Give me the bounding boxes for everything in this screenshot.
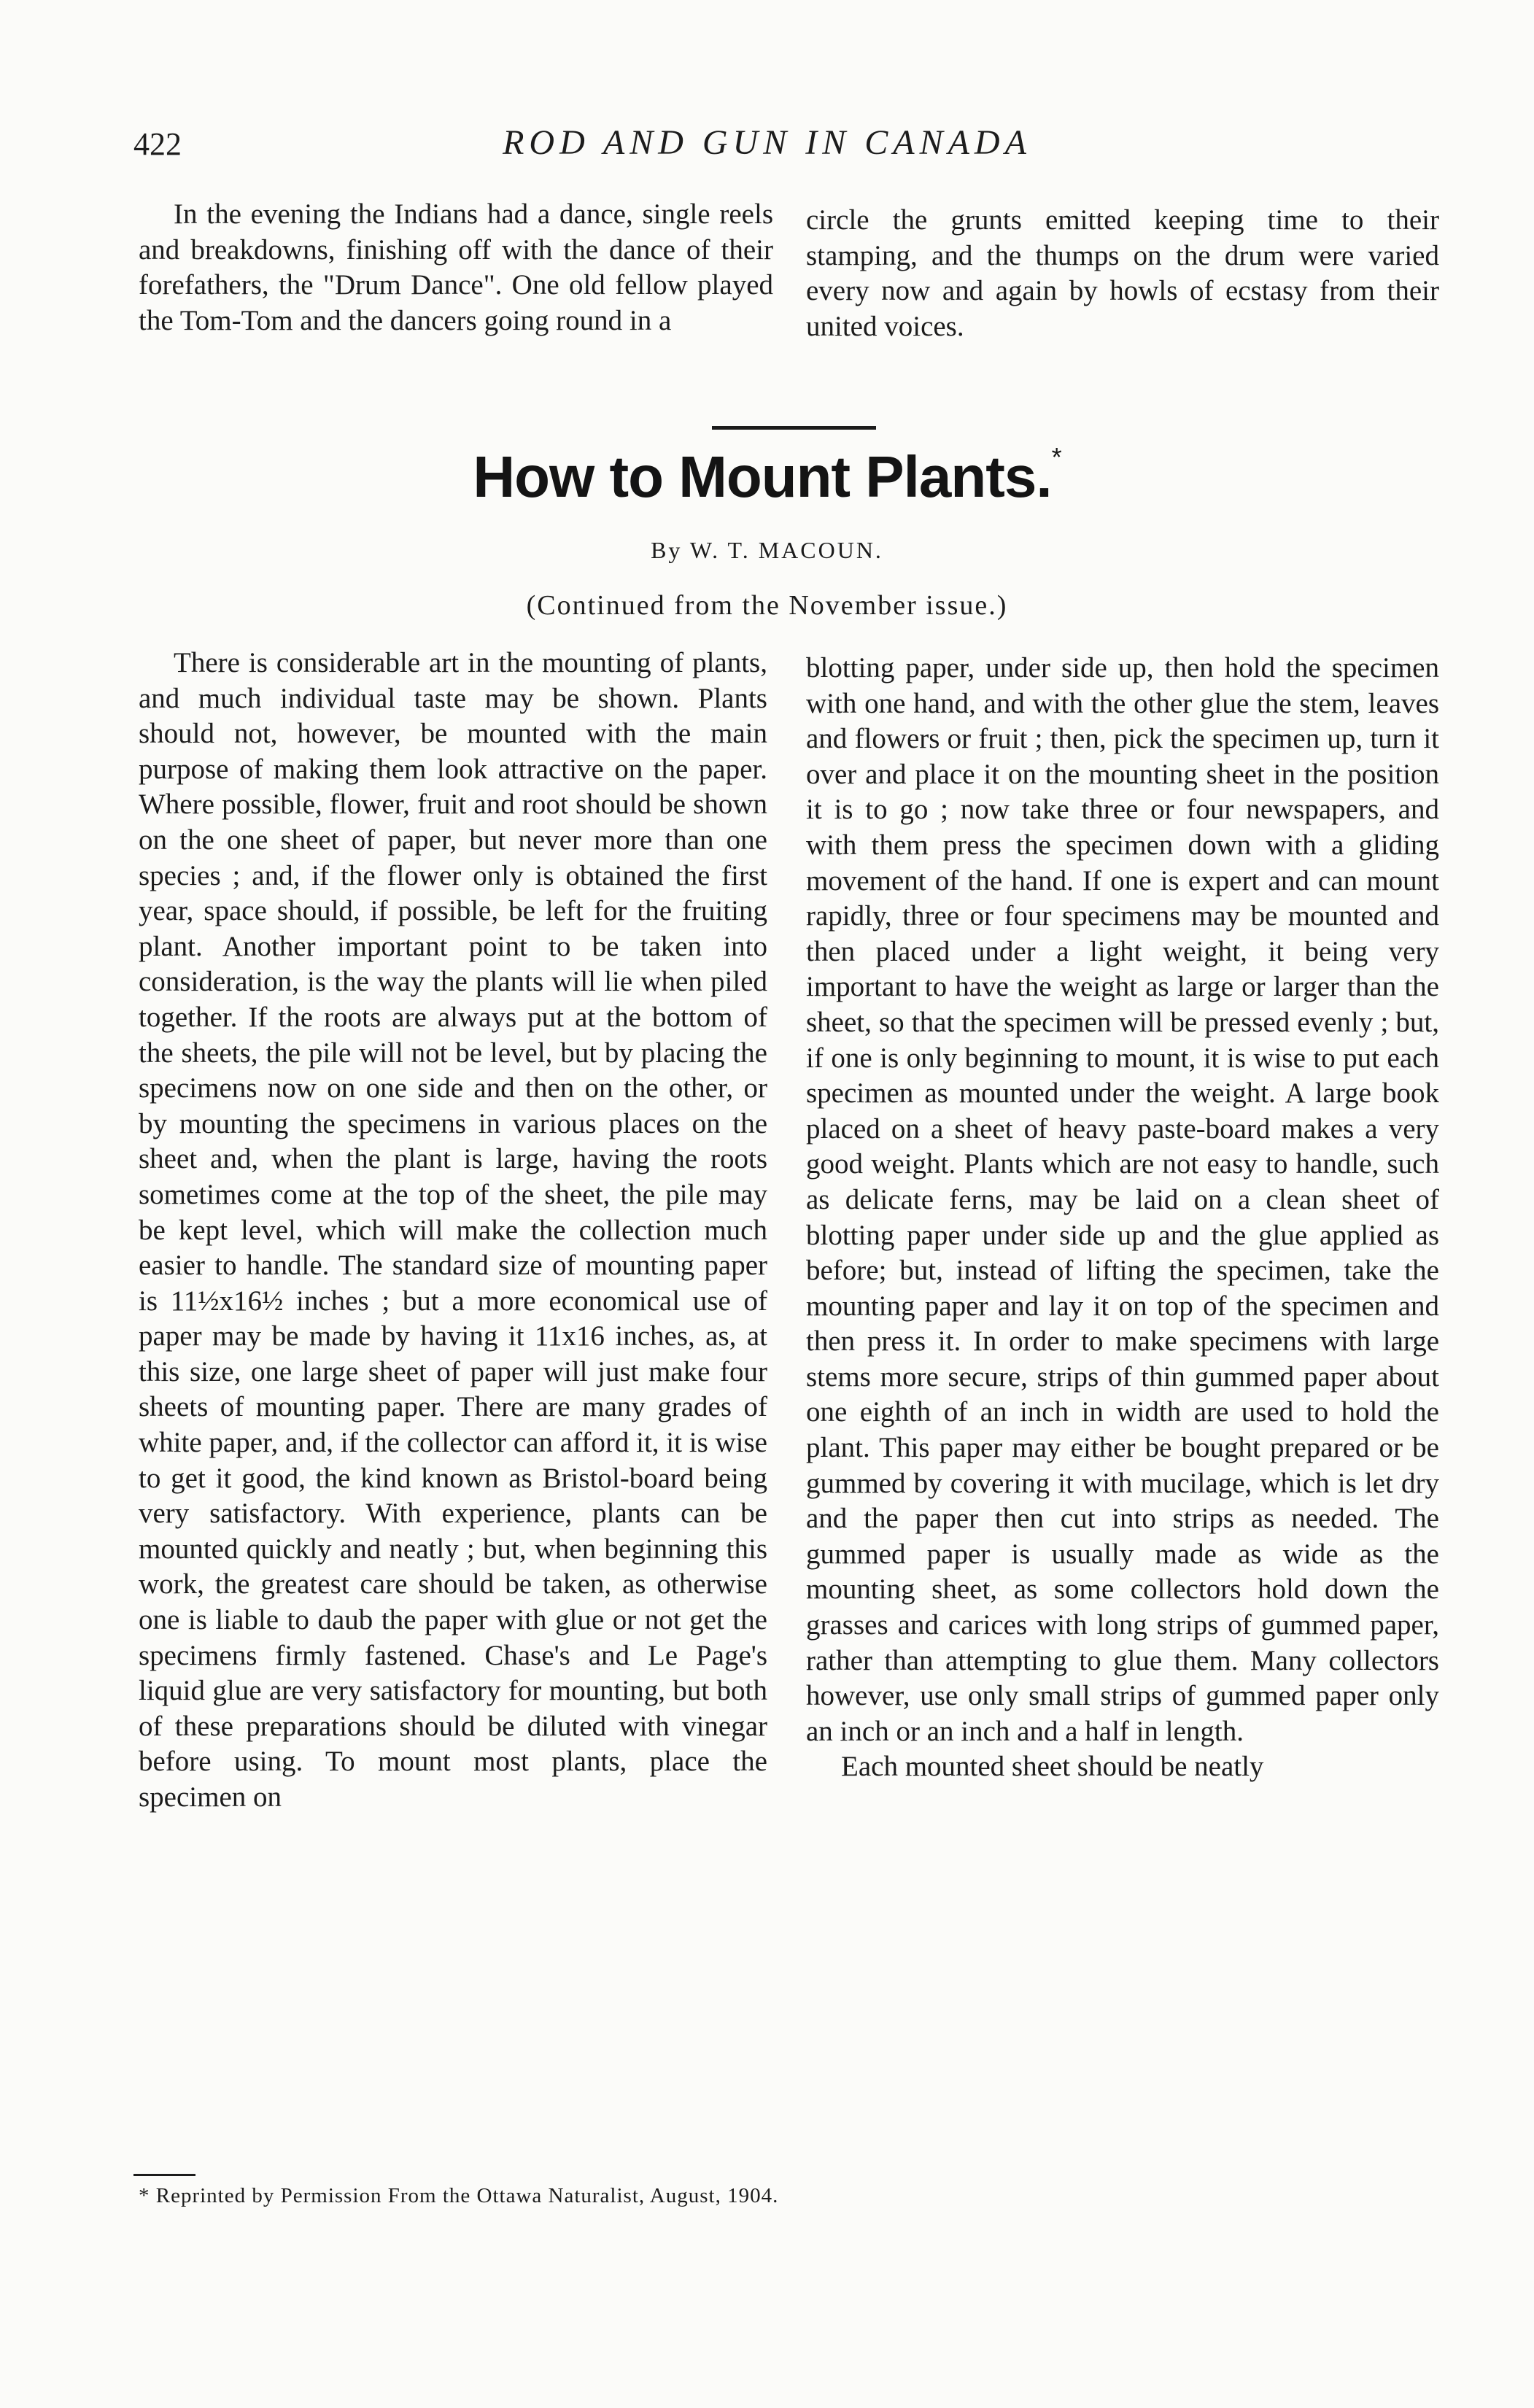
article-title: How to Mount Plants.: [473, 444, 1052, 509]
article-title-block: [0, 444, 1534, 511]
intro-left-text: In the evening the Indians had a dance, single reels and breakdowns, finishing off with the dance of their forefathers, the "Drum Dance". One old fellow played the Tom-Tom and the dancers going round in a: [139, 198, 773, 337]
article-right-text-continued: Each mounted sheet should be neatly: [841, 1751, 1264, 1783]
title-footnote-mark: *: [1051, 442, 1061, 473]
article-left-column: [139, 646, 767, 1816]
continued-note: (Continued from the November issue.): [526, 590, 1008, 621]
article-left-text: There is considerable art in the mounting of plants, and much individual taste may be shown. Plants should not, however, be mounted with the main purpose of making them look attractive on the paper. Where possible, flower, fruit and root should be shown on the one sheet of paper, but never more than one species ; and, if the flower only is obtained the first year, space should, if possible, be left for the fruiting plant. Another important point to be taken into consideration, is the way the plants will lie when piled together. If the roots are always put at the bottom of the sheets, the pile will not be level, but by placing the specimens now on one side and then on the other, or by mounting the specimens in various places on the sheet and, when the plant is large, having the roots sometimes come at the top of the sheet, the pile may be kept level, which will make the collection much easier to handle. The standard size of mounting paper is 11½x16½ inches ; but a more economical use of paper may be made by having it 11x16 inches, as, at this size, one large sheet of paper will just make four sheets of mounting paper. There are many grades of white paper, and, if the collector can afford it, it is wise to get it good, the kind known as Bristol-board being very satisfactory. With experience, plants can be mounted quickly and neatly ; but, when beginning this work, the greatest care should be taken, as otherwise one is liable to daub the paper with glue or not get the specimens firmly fastened. Chase's and Le Page's liquid glue are very satisfactory for mounting, but both of these preparations should be diluted with vinegar before using. To mount most plants, place the specimen on: [139, 647, 767, 1813]
article-right-column: [806, 651, 1439, 1785]
intro-right-text: circle the grunts emitted keeping time to their stamping, and the thumps on the drum were varied every now and again by howls of ecstasy from their united voices.: [806, 204, 1439, 343]
footnote-divider: [133, 2174, 195, 2176]
page-header: [0, 117, 1534, 175]
running-title: ROD AND GUN IN CANADA: [503, 123, 1031, 162]
page-number: 422: [133, 126, 182, 162]
section-divider: [712, 426, 876, 430]
byline: By W. T. MACOUN.: [651, 537, 883, 563]
intro-left-column: [139, 197, 773, 339]
intro-right-column: [806, 203, 1439, 345]
footnote: * Reprinted by Permission From the Ottawa Naturalist, August, 1904.: [139, 2184, 779, 2207]
article-right-text: blotting paper, under side up, then hold the specimen with one hand, and with the other glue the stem, leaves and flowers or fruit ; then, pick the specimen up, turn it over and place it on the mounting sheet in the position it is to go ; now take three or four newspapers, and with them press the specimen down with a gliding movement of the hand. If one is expert and can mount rapidly, three or four specimens may be mounted and then placed under a light weight, it being very important to have the weight as large or larger than the sheet, so that the specimen will be pressed evenly ; but, if one is only beginning to mount, it is wise to put each specimen as mounted under the weight. A large book placed on a sheet of heavy paste-board makes a very good weight. Plants which are not easy to handle, such as delicate ferns, may be laid on a clean sheet of blotting paper under side up and the glue applied as before; but, instead of lifting the specimen, take the mounting paper and lay it on top of the specimen and then press it. In order to make specimens with large stems more secure, strips of thin gummed paper about one eighth of an inch in width are used to hold the plant. This paper may either be bought prepared or be gummed by covering it with mucilage, which is let dry and the paper then cut into strips as needed. The gummed paper is usually made as wide as the mounting sheet, as some collectors hold down the grasses and carices with long strips of gummed paper, rather than attempting to glue them. Many collectors however, use only small strips of gummed paper only an inch or an inch and a half in length.: [806, 652, 1439, 1747]
